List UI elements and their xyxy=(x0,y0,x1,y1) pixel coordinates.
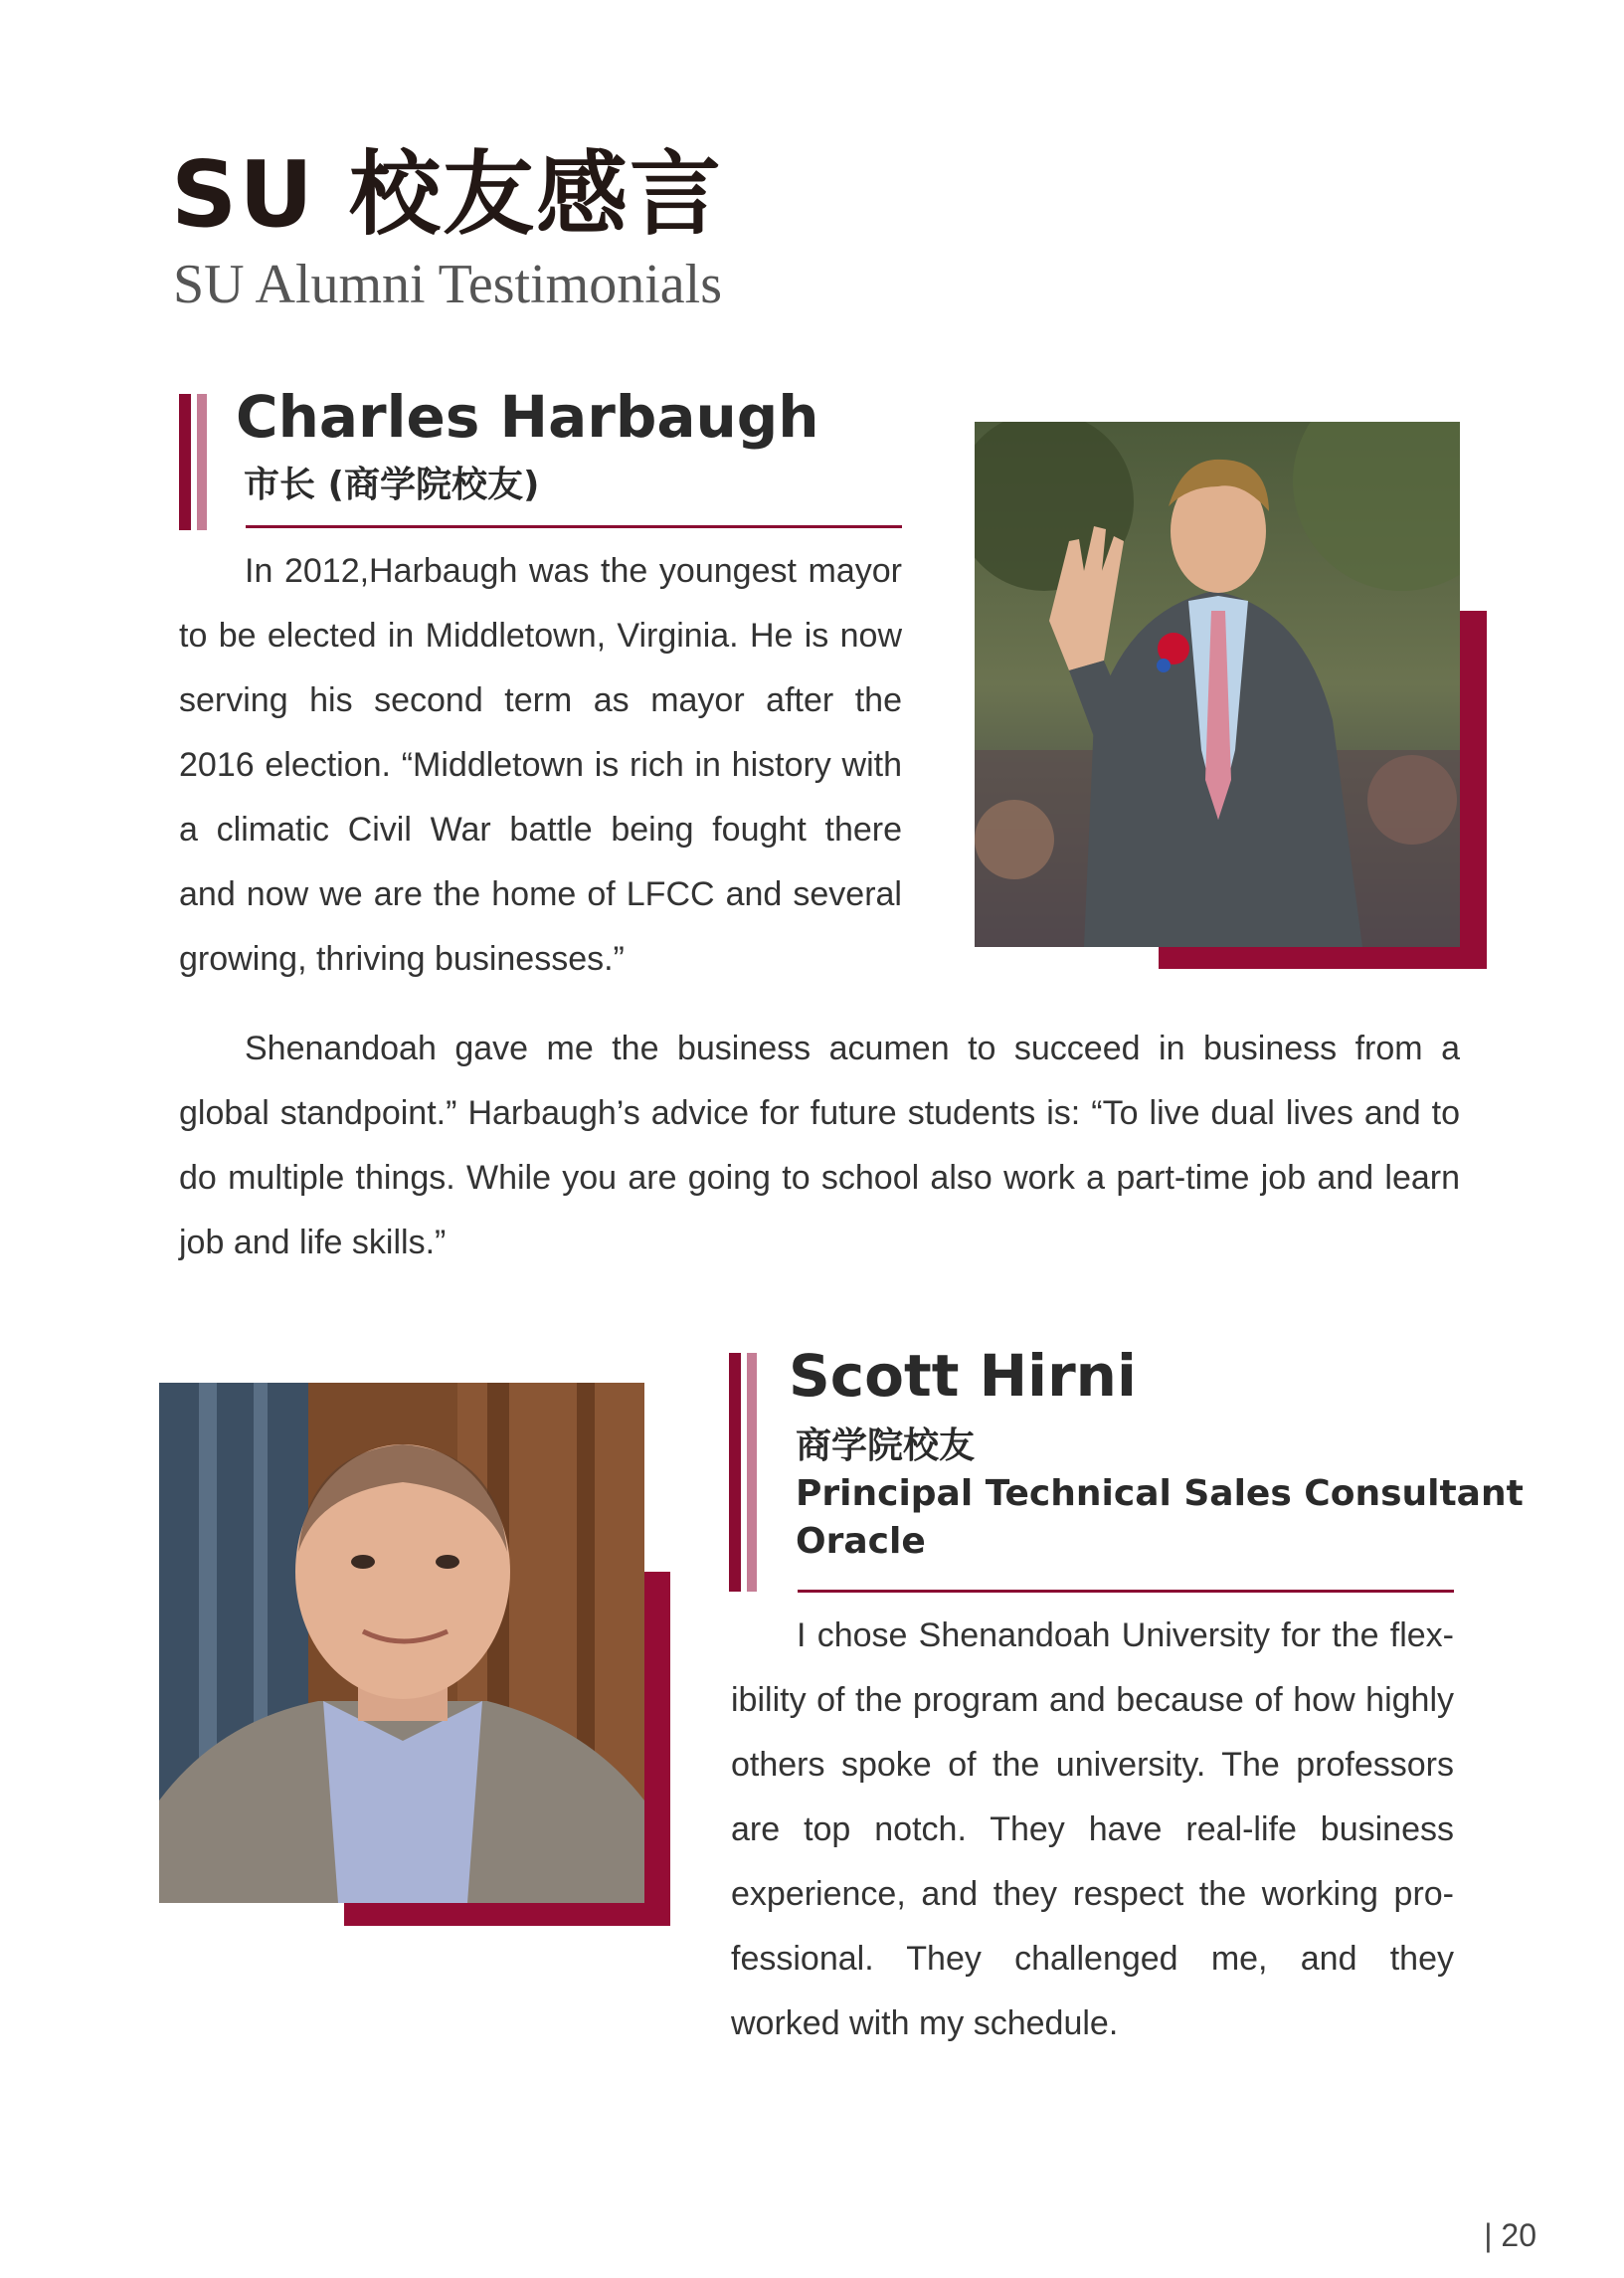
name-accent-bar xyxy=(179,394,191,530)
name-divider xyxy=(798,1590,1454,1593)
testimonial-paragraph: Shenandoah gave me the business acumen to succeed in business from a global standpoint.” Harbaugh’s advice for future students is: “To live dual lives and to do multiple things. While you are going to school also work a part-time job and learn job and life skills.” xyxy=(179,1030,1460,1261)
page-title: SU 校友感言 xyxy=(171,141,723,248)
name-accent-bar xyxy=(729,1353,741,1592)
alumni-photo xyxy=(159,1383,644,1903)
testimonial-paragraph: I chose Shenandoah University for the flex-ibility of the program and because of how highly others spoke of the university. The professors are top notch. They have real-life business experience, and they respect the working pro-fessional. They challenged me, and they worked with my schedule. xyxy=(731,1616,1454,2042)
alumni-photo xyxy=(975,422,1460,947)
page-number: | 20 xyxy=(1484,2217,1536,2253)
testimonial-text xyxy=(179,539,902,992)
alumni-job-title: Principal Technical Sales Consultant xyxy=(796,1473,1524,1514)
name-accent-bar-light xyxy=(747,1353,757,1592)
alumni-role-block xyxy=(796,1423,1524,1566)
testimonial-paragraph: In 2012,Harbaugh was the youngest mayor to be elected in Middletown, Virginia. He is now serving his second term as mayor after the 2016 election. “Middletown is rich in history with a climatic Civil War battle being fought there and now we are the home of LFCC and several growing, thriving businesses.” xyxy=(179,552,902,978)
alumni-role: 市长 (商学院校友) xyxy=(244,465,540,505)
name-accent-bar-light xyxy=(197,394,207,530)
alumni-name: Charles Harbaugh xyxy=(236,383,819,451)
alumni-role: 商学院校友 xyxy=(796,1425,976,1466)
testimonial-text-continued xyxy=(179,1017,1460,1275)
alumni-company: Oracle xyxy=(796,1521,926,1562)
alumni-name: Scott Hirni xyxy=(789,1342,1137,1410)
name-divider xyxy=(246,525,902,528)
page-subtitle: SU Alumni Testimonials xyxy=(173,254,722,315)
testimonial-text xyxy=(731,1604,1454,2056)
